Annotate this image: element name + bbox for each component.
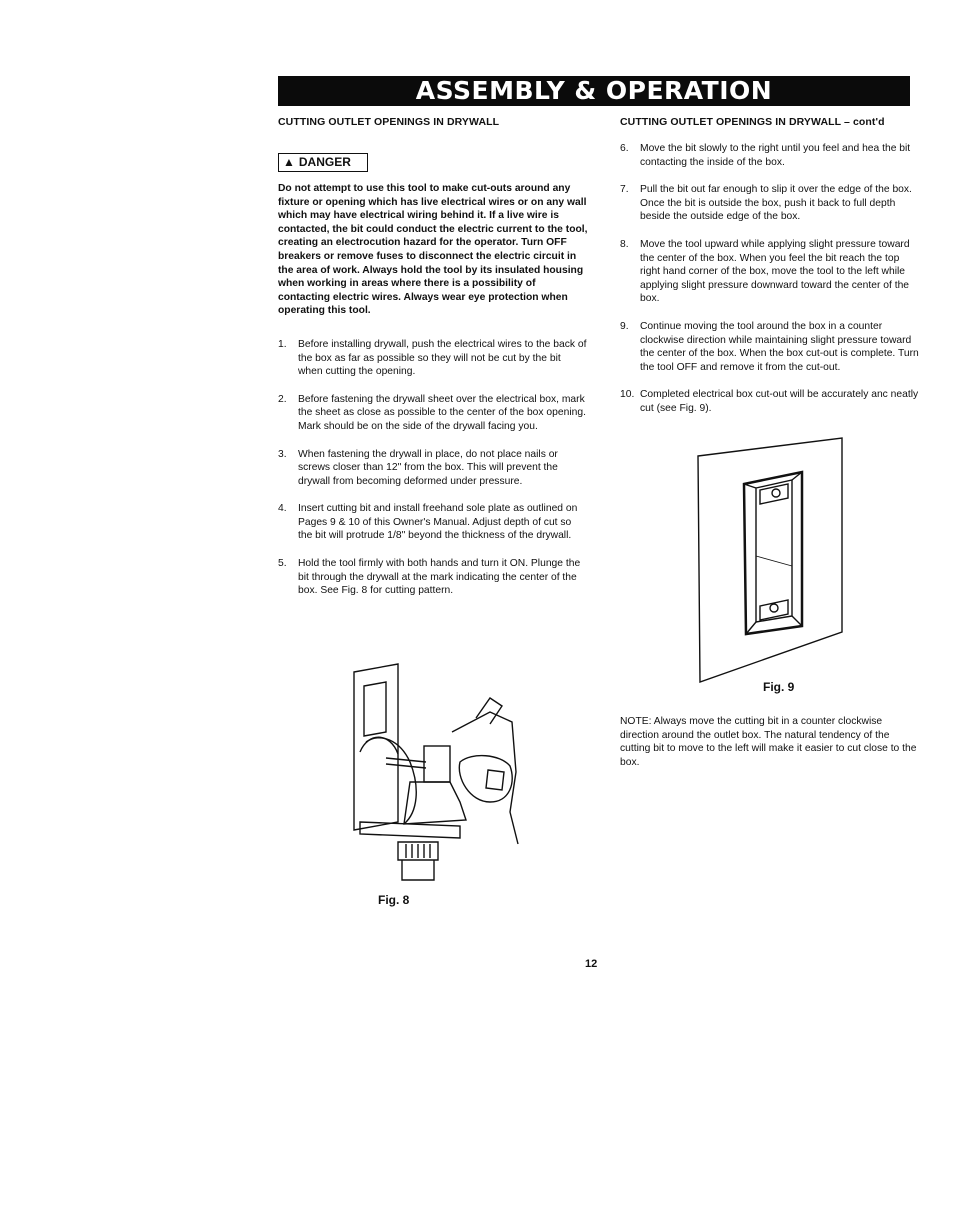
list-item: 4. Insert cutting bit and install freehand sole plate as outlined on Pages 9 & 10 of this Owner's Manual. Adjust depth of cut so the bit will protrude 1/8" beyond the thickness of the drywall. [278, 503, 578, 542]
note-text: NOTE: Always move the cutting bit in a counter clockwise direction around the outlet box. The natural tendency of the cutting bit to move to the left will make it easier to cut close to the box. [620, 716, 917, 768]
list-item: 2. Before fastening the drywall sheet over the electrical box, mark the sheet as close as possible to the center of the box opening. Mark should be on the side of the drywall facing you. [278, 393, 586, 432]
outlet-box-cutout-illustration [690, 436, 850, 684]
danger-label: DANGER [298, 155, 351, 169]
section-banner: ASSEMBLY & OPERATION [278, 76, 910, 106]
list-item: 5. Hold the tool firmly with both hands and turn it ON. Plunge the bit through the drywall at the mark indicating the center of the box. See Fig. 8 for cutting pattern. [278, 558, 581, 597]
danger-label-box [278, 153, 368, 172]
list-item: 6. Move the bit slowly to the right until you feel and hea the bit contacting the inside of the box. [620, 143, 911, 168]
fig8-label: Fig. 8 [378, 893, 410, 907]
left-steps-list [278, 338, 588, 598]
warning-triangle-icon: ▲ [283, 155, 295, 169]
router-tool-illustration [340, 662, 525, 887]
right-column [620, 116, 920, 430]
list-item: 10. Completed electrical box cut-out will be accurately anc neatly cut (see Fig. 9). [620, 389, 919, 414]
danger-text: Do not attempt to use this tool to make cut-outs around any fixture or opening which has live electrical wires or on any wall which may have electrical wiring behind it. If a live wire is contacted, the bit could conduct the electric current to the tool, creating an electrocution hazard for the operator. Turn OFF breakers or remove fuses to disconnect the electric circuit in the area of work. Always hold the tool by its insulated housing when working in areas where there is a possibility of contacting electric wires. Always wear eye protection when operating this tool. [278, 183, 588, 317]
list-item: 1. Before installing drywall, push the electrical wires to the back of the box as far as possible so they will not be cut by the bit when cutting the opening. [278, 338, 587, 378]
fig9-label: Fig. 9 [763, 680, 795, 694]
list-item: 3. When fastening the drywall in place, do not place nails or screws closer than 12" from the box. This will prevent the drywall from becoming deformed under pressure. [278, 448, 558, 487]
page-number: 12 [585, 958, 598, 970]
list-item: 8. Move the tool upward while applying slight pressure toward the center of the box. When you feel the bit reach the top right hand corner of the box, move the tool to the left while applying slight pressure downward toward the center of the box. [620, 238, 910, 305]
left-heading: CUTTING OUTLET OPENINGS IN DRYWALL [278, 116, 500, 128]
list-item: 9. Continue moving the tool around the box in a counter clockwise direction while maintaining slight pressure toward the center of the box. When the box cut-out is complete. Turn the tool OFF and remove it from the cut-out. [620, 320, 919, 373]
right-heading: CUTTING OUTLET OPENINGS IN DRYWALL – cont'd [620, 116, 885, 128]
list-item: 7. Pull the bit out far enough to slip it over the edge of the box. Once the bit is outside the box, push it back to full depth beside the outside edge of the box. [620, 184, 912, 223]
right-steps-list [620, 142, 920, 416]
left-column [278, 116, 588, 612]
